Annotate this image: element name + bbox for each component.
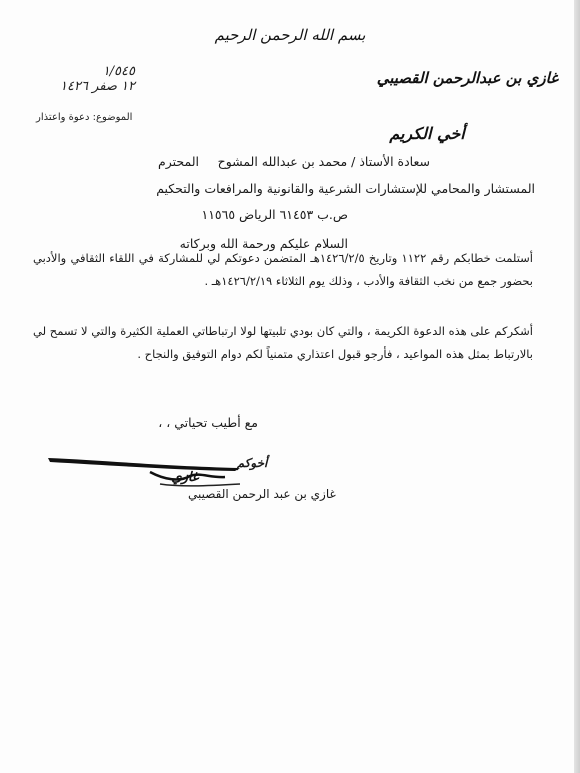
salutation: السلام عليكم ورحمة الله وبركاته: [179, 236, 348, 251]
signature-scribble: غازي: [171, 470, 199, 485]
sender-letterhead: غازي بن عبدالرحمن القصيبي: [376, 69, 558, 87]
paragraph-apology: أشكركم على هذه الدعوة الكريمة ، والتي كان بودي تلبيتها لولا ارتباطاتي العملية الكثيرة والتي لا تسمح لي بالارتباط بمثل هذه المواعيد ، فأرجو قبول اعتذاري متمنياً لكم دوام التوفيق والنجاح .: [33, 324, 533, 361]
recipient-name: سعادة الأستاذ / محمد بن عبدالله المشوح: [217, 154, 430, 169]
subject-line: الموضوع: دعوة واعتذار: [36, 112, 133, 123]
page-edge: [574, 0, 580, 773]
closing-greeting: مع أطيب تحياتي ، ،: [158, 415, 258, 430]
handwritten-closing: أخوكم: [236, 456, 268, 470]
signer-name: غازي بن عبد الرحمن القصيبي: [188, 487, 336, 501]
paragraph-invitation: أستلمت خطابكم رقم ١١٢٢ وتاريخ ١٤٢٦/٢/٥هـ المتضمن دعوتكم لي للمشاركة في اللقاء الثقافي والأدبي بحضور جمع من نخب الثقافة والأدب ، وذلك يوم الثلاثاء ١٤٢٦/٢/١٩هـ .: [33, 251, 533, 288]
reference-date: ١٢ صفر ١٤٢٦: [60, 79, 135, 94]
reference-number: ١/٥٤٥: [102, 64, 135, 79]
respected-title: المحترم: [158, 154, 199, 169]
reference-block: [45, 64, 135, 94]
recipient-address: ص.ب ٦١٤٥٣ الرياض ١١٥٦٥: [201, 207, 348, 222]
handwritten-greeting: أخي الكريم: [389, 124, 465, 143]
basmala: بسم الله الرحمن الرحيم: [214, 26, 366, 44]
recipient-title: المستشار والمحامي للإستشارات الشرعية والقانونية والمرافعات والتحكيم: [156, 181, 535, 196]
